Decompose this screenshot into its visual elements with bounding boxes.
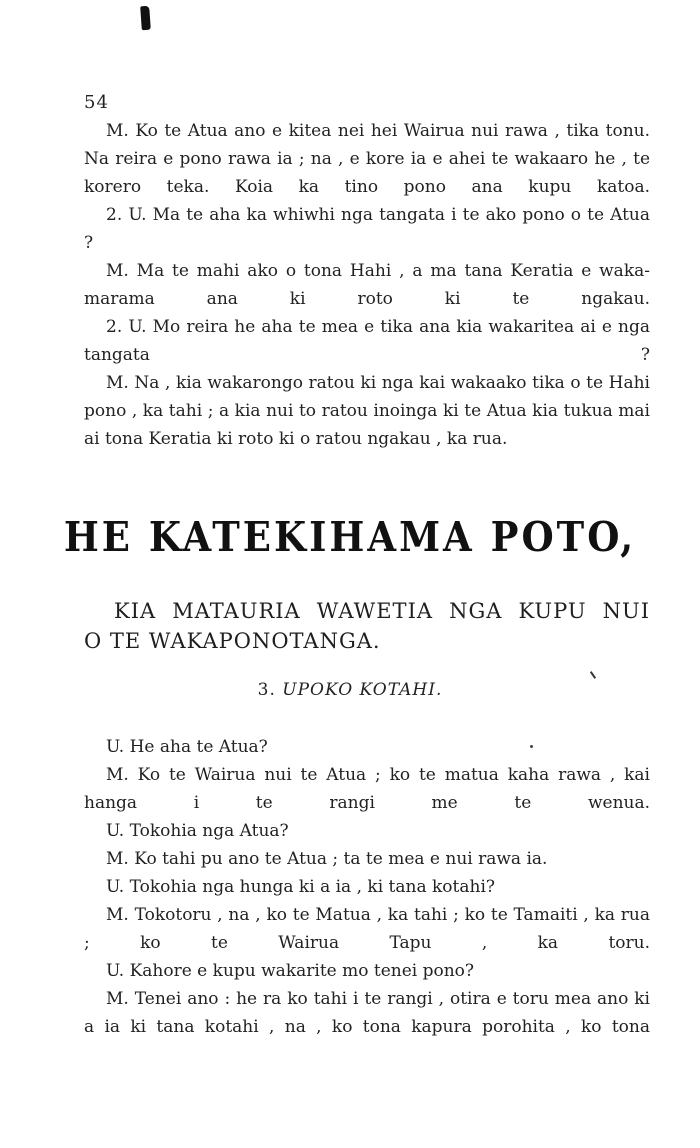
paragraph: M. Na , kia wakarongo ratou ki nga kai wakaako tika o te Hahi pono , ka tahi ; a kia nui to ratou inoinga ki te Atua kia tukua mai ai tona Keratia ki roto ki o ratou ngakau , ka rua. [84, 373, 650, 449]
paragraph: 2. U. Ma te aha ka whiwhi nga tangata i te ako pono o te Atua ? [84, 205, 650, 253]
chapter-title [0, 680, 700, 700]
subheading-line-1: KIA MATAURIA WAWETIA NGA KUPU NUI [114, 599, 650, 623]
paragraph: M. Tokotoru , na , ko te Matua , ka tahi ; ko te Tamaiti , ka rua ; ko te Wairua Tapu , ka toru. [84, 905, 650, 953]
paragraph: 2. U. Mo reira he aha te mea e tika ana kia wakaritea ai e nga tangata ? [84, 317, 650, 365]
paragraph: U. Kahore e kupu wakarite mo tenei pono? [106, 961, 475, 981]
catechism-section-1 [84, 117, 650, 453]
ink-blot [140, 6, 151, 31]
paragraph: M. Ko tahi pu ano te Atua ; ta te mea e nui rawa ia. [106, 849, 548, 869]
print-speck [590, 671, 596, 679]
paragraph: M. Tenei ano : he ra ko tahi i te rangi , otira e toru mea ano ki a ia ki tana kotahi , na , ko tona kapura porohita , ko tona [84, 989, 650, 1037]
chapter-name: UPOKO KOTAHI. [282, 680, 443, 700]
catechism-section-2 [84, 733, 650, 1041]
paragraph: U. Tokohia nga Atua? [106, 821, 289, 841]
main-heading: HE KATEKIHAMA POTO, [63, 512, 637, 562]
paragraph: U. Tokohia nga hunga ki a ia , ki tana kotahi? [106, 877, 495, 897]
subheading-line-2: O TE WAKAPONOTANGA. [84, 629, 381, 653]
paragraph: M. Ma te mahi ako o tona Hahi , a ma tana Keratia e waka-marama ana ki roto ki te ngakau. [84, 261, 650, 309]
chapter-number: 3. [257, 680, 276, 700]
page-number: 54 [84, 92, 109, 113]
paragraph: U. He aha te Atua? [106, 737, 268, 757]
paragraph: M. Ko te Wairua nui te Atua ; ko te matua kaha rawa , kai hanga i te rangi me te wenua. [84, 765, 650, 813]
paragraph: M. Ko te Atua ano e kitea nei hei Wairua nui rawa , tika tonu. Na reira e pono rawa ia ; na , e kore ia e ahei te wakaaro he , te korero teka. Koia ka tino pono ana kupu katoa. [84, 121, 650, 197]
